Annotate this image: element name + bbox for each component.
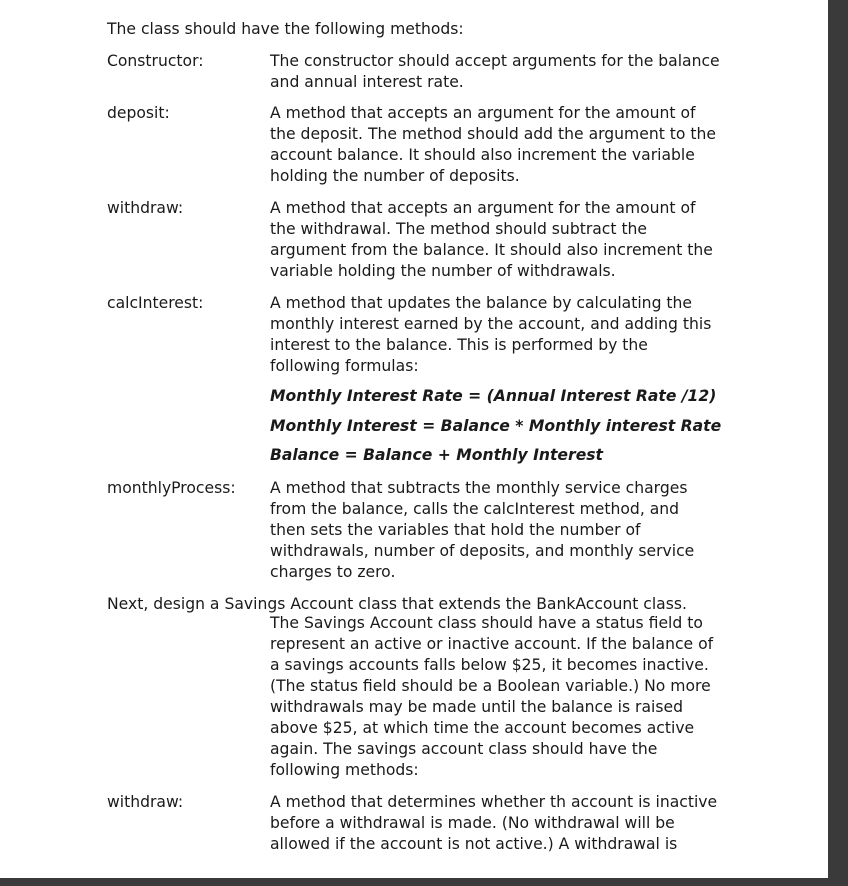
- savings-description: [270, 613, 740, 781]
- desc-line: A method that determines whether th account is inactive: [270, 793, 718, 811]
- desc-line: following formulas:: [270, 357, 419, 375]
- desc-line: before a withdrawal is made. (No withdrawal will be: [270, 814, 675, 832]
- savings-method-name-withdraw: withdraw:: [107, 793, 184, 811]
- formula-balance: Balance = Balance + Monthly Interest: [270, 446, 604, 464]
- desc-line: charges to zero.: [270, 563, 396, 581]
- desc-line: monthly interest earned by the account, and adding this: [270, 315, 712, 333]
- desc-line: A method that accepts an argument for the amount of: [270, 199, 696, 217]
- desc-line: The Savings Account class should have a status field to: [270, 614, 703, 632]
- desc-line: then sets the variables that hold the number of: [270, 521, 641, 539]
- method-desc-constructor: [270, 51, 740, 93]
- formula-monthly-interest: Monthly Interest = Balance * Monthly interest Rate: [270, 417, 722, 435]
- formula-monthly-interest-rate: Monthly Interest Rate = (Annual Interest Rate /12): [270, 387, 717, 405]
- desc-line: (The status field should be a Boolean variable.) No more: [270, 677, 711, 695]
- desc-line: The constructor should accept arguments for the balance: [270, 52, 720, 70]
- desc-line: A method that updates the balance by calculating the: [270, 294, 693, 312]
- desc-line: argument from the balance. It should also increment the: [270, 241, 713, 259]
- method-name-calcinterest: calcInterest:: [107, 294, 204, 312]
- method-name-deposit: deposit:: [107, 104, 170, 122]
- method-desc-calcinterest: [270, 293, 740, 377]
- savings-heading: Next, design a Savings Account class that extends the BankAccount class.: [107, 595, 687, 613]
- desc-line: and annual interest rate.: [270, 73, 464, 91]
- desc-line: from the balance, calls the calcInterest method, and: [270, 500, 680, 518]
- desc-line: account balance. It should also increment the variable: [270, 146, 695, 164]
- intro-text: The class should have the following methods:: [107, 20, 464, 38]
- viewer-scrollbar[interactable]: [828, 0, 848, 886]
- desc-line: again. The savings account class should have the: [270, 740, 658, 758]
- desc-line: withdrawals, number of deposits, and monthly service: [270, 542, 695, 560]
- method-desc-withdraw: [270, 198, 740, 282]
- desc-line: holding the number of deposits.: [270, 167, 520, 185]
- desc-line: a savings accounts falls below $25, it becomes inactive.: [270, 656, 709, 674]
- method-name-withdraw: withdraw:: [107, 199, 184, 217]
- desc-line: the withdrawal. The method should subtract the: [270, 220, 648, 238]
- method-name-constructor: Constructor:: [107, 52, 204, 70]
- desc-line: allowed if the account is not active.) A withdrawal is: [270, 835, 678, 853]
- savings-method-desc-withdraw: [270, 792, 740, 855]
- desc-line: following methods:: [270, 761, 419, 779]
- desc-line: A method that accepts an argument for the amount of: [270, 104, 696, 122]
- desc-line: variable holding the number of withdrawals.: [270, 262, 616, 280]
- viewer-bottom-edge: [0, 878, 848, 886]
- desc-line: A method that subtracts the monthly service charges: [270, 479, 688, 497]
- method-desc-monthlyprocess: [270, 478, 740, 583]
- method-desc-deposit: [270, 103, 740, 187]
- desc-line: withdrawals may be made until the balance is raised: [270, 698, 683, 716]
- desc-line: above $25, at which time the account becomes active: [270, 719, 695, 737]
- desc-line: represent an active or inactive account. If the balance of: [270, 635, 714, 653]
- desc-line: the deposit. The method should add the argument to the: [270, 125, 716, 143]
- desc-line: interest to the balance. This is performed by the: [270, 336, 648, 354]
- method-name-monthlyprocess: monthlyProcess:: [107, 479, 236, 497]
